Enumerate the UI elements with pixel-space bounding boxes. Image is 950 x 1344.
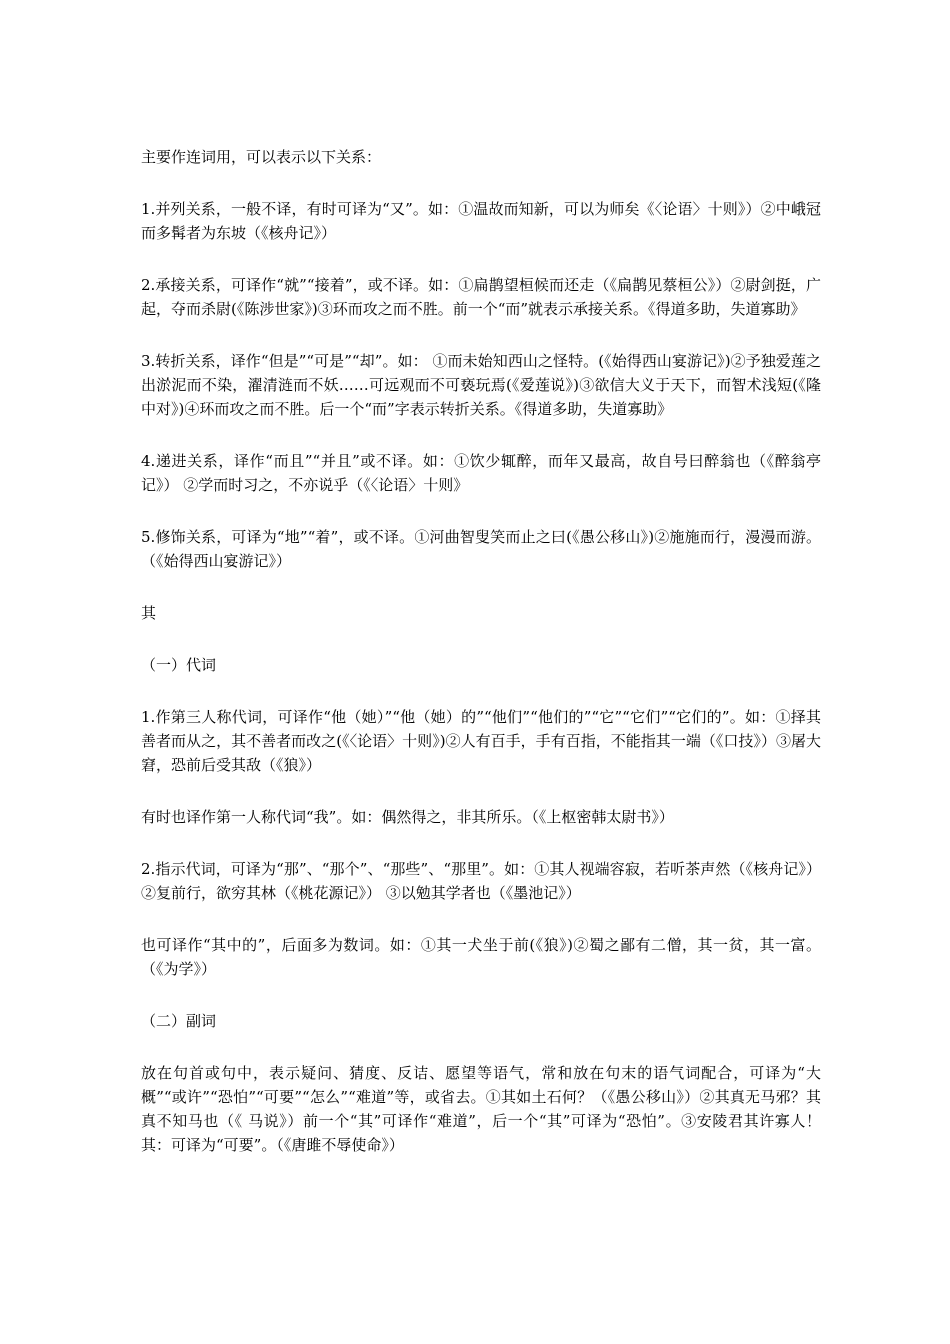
subheading-pronoun: （一）代词 bbox=[141, 656, 217, 674]
demonstrative-pronoun-paragraph: 2.指示代词，可译为“那”、“那个”、“那些”、“那里”。如：①其人视端容寂，若听茶声然（《核舟记》）②复前行，欲穷其林（《桃花源记》） ③以勉其学者也（《墨池记》） bbox=[141, 860, 821, 902]
document-body bbox=[141, 145, 821, 1157]
parallel-relation-paragraph: 1.并列关系，一般不译，有时可译为“又”。如：①温故而知新，可以为师矣《〈论语〉十则》）②中峨冠而多髯者为东坡（《核舟记》） bbox=[141, 200, 821, 242]
progressive-relation-paragraph: 4.递进关系，译作“而且”“并且”或不译。如：①饮少辄醉，而年又最高，故自号曰醉翁也（《醉翁亭记》） ②学而时习之，不亦说乎（《〈论语〉十则》 bbox=[141, 452, 821, 494]
adverb-usage-paragraph: 放在句首或句中，表示疑问、猜度、反诘、愿望等语气，常和放在句末的语气词配合，可译为“大概”“或许”“恐怕”“可要”“怎么”“难道”等，或省去。①其如土石何？（《愚公移山》）②其真无马邪？其真不知马也（《 马说》）前一个“其”可译作“难道”，后一个“其”可译为“恐怕”。③安陵君其许寡人！其：可译为“可要”。（《唐雎不辱使命》） bbox=[141, 1064, 821, 1154]
intro-paragraph: 主要作连词用，可以表示以下关系： bbox=[141, 148, 382, 166]
third-person-pronoun-paragraph: 1.作第三人称代词，可译作“他（她）”“他（她）的”“他们”“他们的”“它”“它们”“它们的”。如：①择其善者而从之，其不善者而改之(《〈论语〉十则》)②人有百手，手有百指，不能指其一端（《口技》）③屠大窘，恐前后受其敌（《狼》） bbox=[141, 708, 821, 774]
first-person-pronoun-paragraph: 有时也译作第一人称代词“我”。如：偶然得之，非其所乐。（《上枢密韩太尉书》） bbox=[141, 808, 674, 826]
numeral-usage-paragraph: 也可译作“其中的”，后面多为数词。如：①其一犬坐于前(《狼》)②蜀之鄙有二僧，其一贫，其一富。（《为学》） bbox=[141, 936, 821, 978]
adversative-relation-paragraph: 3.转折关系，译作“但是”“可是”“却”。如： ①而未始知西山之怪特。(《始得西山宴游记》)②予独爱莲之出淤泥而不染，濯清涟而不妖……可远观而不可亵玩焉(《爱莲说》)③欲信大义于天下，而智术浅短(《隆中对》)④环而攻之而不胜。后一个“而”字表示转折关系。《得道多助，失道寡助》 bbox=[141, 352, 821, 418]
section-heading-qi: 其 bbox=[141, 604, 157, 622]
subheading-adverb: （二）副词 bbox=[141, 1012, 217, 1030]
sequential-relation-paragraph: 2.承接关系，可译作“就”“接着”，或不译。如：①扁鹊望桓候而还走（《扁鹊见蔡桓公》）②尉剑挺，广起，夺而杀尉(《陈涉世家》)③环而攻之而不胜。前一个“而”就表示承接关系。《得道多助，失道寡助》 bbox=[141, 276, 821, 318]
modifier-relation-paragraph: 5.修饰关系，可译为“地”“着”，或不译。①河曲智叟笑而止之曰(《愚公移山》)②施施而行，漫漫而游。（《始得西山宴游记》） bbox=[141, 528, 821, 570]
